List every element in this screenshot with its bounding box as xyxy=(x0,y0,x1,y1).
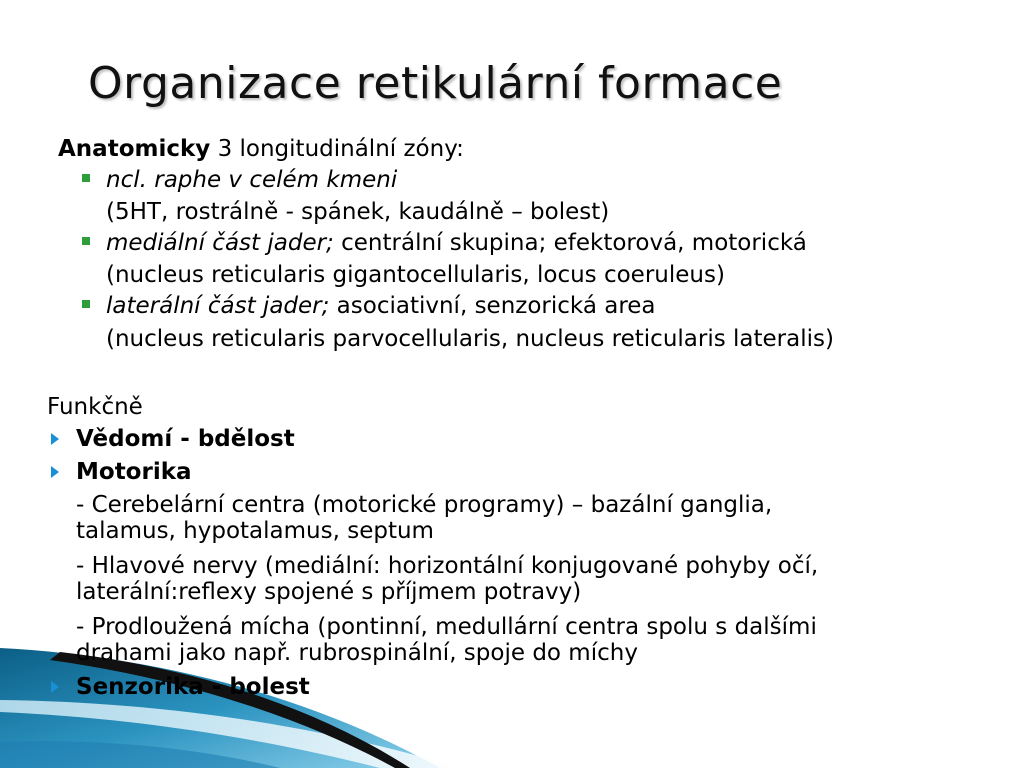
motorika-sub-1-line-2: talamus, hypotalamus, septum xyxy=(76,518,434,544)
green-square-bullet-icon xyxy=(82,237,90,245)
anatomy-item-1-detail: (5HT, rostrálně - spánek, kaudálně – bolest) xyxy=(106,199,610,225)
anatomy-intro-bold: Anatomicky xyxy=(58,136,211,162)
green-square-bullet-icon xyxy=(82,174,90,182)
green-square-bullet-icon xyxy=(82,300,90,308)
motorika-sub-1-line-1: - Cerebelární centra (motorické programy) – bazální ganglia, xyxy=(76,492,773,518)
anatomy-item-3-rest: asociativní, senzorická area xyxy=(329,293,656,319)
triangle-bullet-icon xyxy=(51,681,59,693)
function-item-2: Motorika xyxy=(76,459,192,485)
function-heading: Funkčně xyxy=(47,394,143,420)
anatomy-intro-rest: 3 longitudinální zóny: xyxy=(210,136,464,162)
function-item-3: Senzorika - bolest xyxy=(76,674,310,700)
motorika-sub-3-line-2: drahami jako např. rubrospinální, spoje do míchy xyxy=(76,640,638,666)
anatomy-item-1 xyxy=(106,167,397,194)
anatomy-item-2-detail: (nucleus reticularis gigantocellularis, locus coeruleus) xyxy=(106,262,725,288)
slide-title: Organizace retikulární formace xyxy=(88,58,783,109)
anatomy-item-2 xyxy=(106,230,807,257)
motorika-sub-3-line-1: - Prodloužená mícha (pontinní, medullární centra spolu s dalšími xyxy=(76,614,817,640)
anatomy-item-3 xyxy=(106,293,656,320)
anatomy-item-1-italic: ncl. raphe v celém kmeni xyxy=(106,167,398,193)
anatomy-item-2-italic: mediální část jader; xyxy=(106,230,334,256)
motorika-sub-2-line-1: - Hlavové nervy (mediální: horizontální konjugované pohyby očí, xyxy=(76,553,819,579)
motorika-sub-2-line-2: laterální:reflexy spojené s příjmem potravy) xyxy=(76,579,582,605)
triangle-bullet-icon xyxy=(51,433,59,445)
triangle-bullet-icon xyxy=(51,466,59,478)
anatomy-item-3-italic: laterální část jader; xyxy=(106,293,330,319)
anatomy-item-3-detail: (nucleus reticularis parvocellularis, nucleus reticularis lateralis) xyxy=(106,326,834,352)
function-item-1: Vědomí - bdělost xyxy=(76,426,295,452)
anatomy-intro xyxy=(58,136,464,163)
anatomy-item-2-rest: centrální skupina; efektorová, motorická xyxy=(333,230,807,256)
